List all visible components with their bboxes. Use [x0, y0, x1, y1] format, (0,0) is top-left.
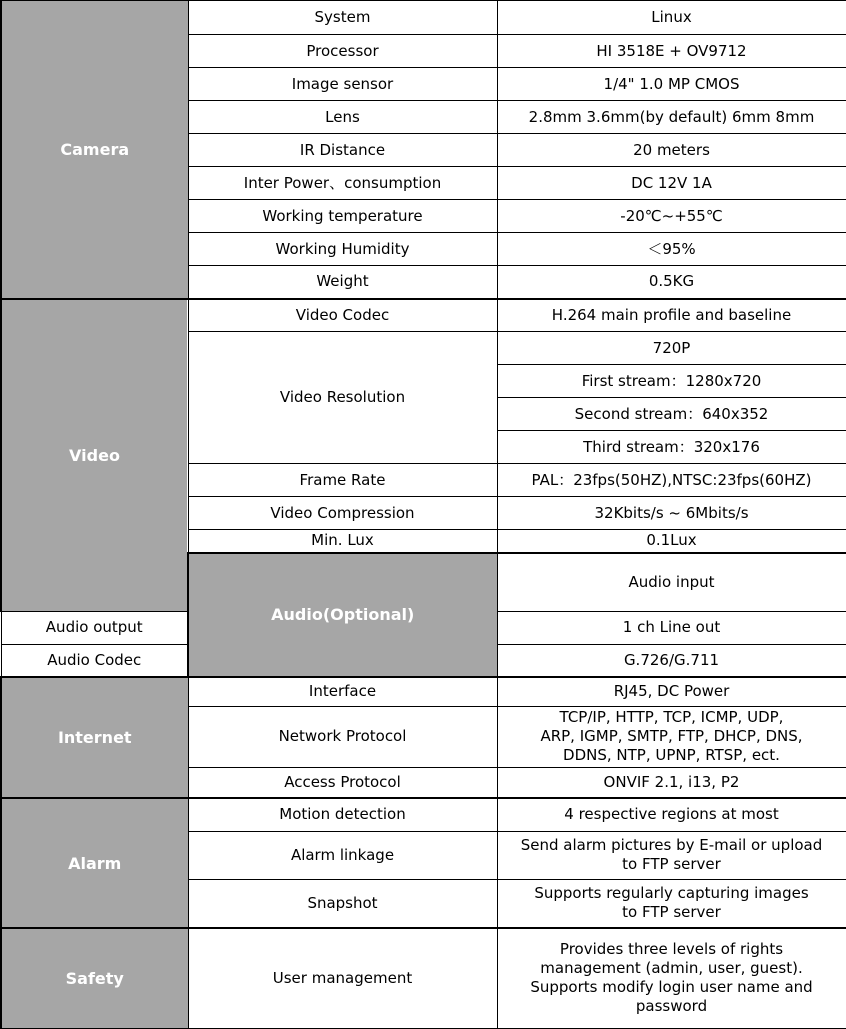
- value-weight: 0.5KG: [497, 266, 846, 299]
- section-safety: Safety: [1, 928, 188, 1028]
- section-audio: Audio(Optional): [188, 553, 497, 678]
- table-row: [1, 299, 846, 332]
- value-access-protocol: ONVIF 2.1, i13, P2: [497, 767, 846, 798]
- param-min-lux: Min. Lux: [188, 530, 497, 553]
- value-system: Linux: [497, 1, 846, 35]
- section-video: Video: [1, 299, 188, 612]
- param-user-management: User management: [188, 928, 497, 1028]
- value-audio-codec: G.726/G.711: [497, 644, 846, 677]
- value-power: DC 12V 1A: [497, 167, 846, 200]
- param-video-resolution: Video Resolution: [188, 332, 497, 464]
- value-third-stream: Third stream：320x176: [497, 431, 846, 464]
- param-power: Inter Power、consumption: [188, 167, 497, 200]
- param-interface: Interface: [188, 677, 497, 706]
- param-working-humidity: Working Humidity: [188, 233, 497, 266]
- value-user-management: Provides three levels of rights management (admin, user, guest). Supports modify login user name and password: [497, 928, 846, 1028]
- param-network-protocol: Network Protocol: [188, 706, 497, 767]
- param-weight: Weight: [188, 266, 497, 299]
- table-row: [1, 677, 846, 706]
- section-camera: Camera: [1, 1, 188, 299]
- value-second-stream: Second stream：640x352: [497, 398, 846, 431]
- value-resolution-720p: 720P: [497, 332, 846, 365]
- table-row: [1, 928, 846, 1028]
- value-audio-output: 1 ch Line out: [497, 611, 846, 644]
- table-row: [1, 798, 846, 831]
- param-working-temperature: Working temperature: [188, 200, 497, 233]
- param-image-sensor: Image sensor: [188, 68, 497, 101]
- param-audio-input: Audio input: [497, 553, 846, 612]
- param-access-protocol: Access Protocol: [188, 767, 497, 798]
- value-network-protocol: TCP/IP, HTTP, TCP, ICMP, UDP, ARP, IGMP, SMTP, FTP, DHCP, DNS, DDNS, NTP, UPNP, RTSP, ect.: [497, 706, 846, 767]
- value-working-temperature: -20℃~+55℃: [497, 200, 846, 233]
- value-interface: RJ45, DC Power: [497, 677, 846, 706]
- param-audio-codec: Audio Codec: [1, 644, 188, 677]
- value-snapshot: Supports regularly capturing images to FTP server: [497, 879, 846, 928]
- param-frame-rate: Frame Rate: [188, 464, 497, 497]
- value-processor: HI 3518E + OV9712: [497, 35, 846, 68]
- value-lens: 2.8mm 3.6mm(by default) 6mm 8mm: [497, 101, 846, 134]
- param-lens: Lens: [188, 101, 497, 134]
- param-snapshot: Snapshot: [188, 879, 497, 928]
- value-min-lux: 0.1Lux: [497, 530, 846, 553]
- param-audio-output: Audio output: [1, 611, 188, 644]
- value-frame-rate: PAL：23fps(50HZ),NTSC:23fps(60HZ): [497, 464, 846, 497]
- value-video-codec: H.264 main profile and baseline: [497, 299, 846, 332]
- section-alarm: Alarm: [1, 798, 188, 928]
- param-video-compression: Video Compression: [188, 497, 497, 530]
- param-system: System: [188, 1, 497, 35]
- param-video-codec: Video Codec: [188, 299, 497, 332]
- value-motion-detection: 4 respective regions at most: [497, 798, 846, 831]
- value-ir-distance: 20 meters: [497, 134, 846, 167]
- param-ir-distance: IR Distance: [188, 134, 497, 167]
- value-first-stream: First stream：1280x720: [497, 365, 846, 398]
- value-image-sensor: 1/4" 1.0 MP CMOS: [497, 68, 846, 101]
- param-motion-detection: Motion detection: [188, 798, 497, 831]
- section-internet: Internet: [1, 677, 188, 798]
- value-video-compression: 32Kbits/s ~ 6Mbits/s: [497, 497, 846, 530]
- param-processor: Processor: [188, 35, 497, 68]
- param-alarm-linkage: Alarm linkage: [188, 831, 497, 879]
- value-working-humidity: ＜95%: [497, 233, 846, 266]
- table-row: [1, 1, 846, 35]
- value-alarm-linkage: Send alarm pictures by E-mail or upload to FTP server: [497, 831, 846, 879]
